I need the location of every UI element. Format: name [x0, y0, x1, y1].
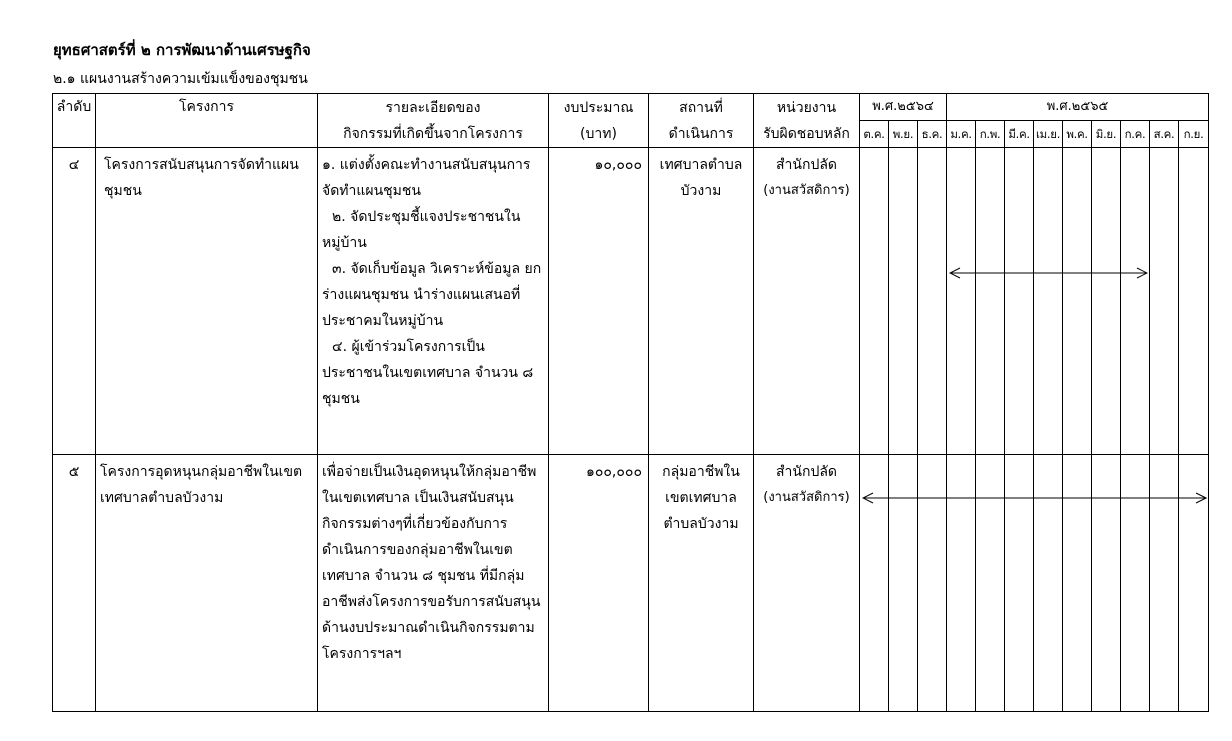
header-project: โครงการ [96, 94, 318, 148]
strategy-heading: ยุทธศาสตร์ที่ ๒ การพัฒนาด้านเศรษฐกิจ [53, 41, 311, 59]
header-budget-line1: งบประมาณ [563, 99, 634, 116]
month-header: พ.ย. [889, 121, 918, 148]
header-location [649, 94, 754, 148]
month-cell [1034, 455, 1063, 712]
header-agency-line2: รับผิดชอบหลัก [763, 125, 850, 142]
row-agency-cell [754, 148, 860, 455]
month-header: ต.ค. [860, 121, 889, 148]
header-agency-line1: หน่วยงาน [776, 99, 837, 116]
month-cell [1092, 455, 1121, 712]
row-agency-line1: สำนักปลัด [775, 157, 837, 173]
month-cell [1063, 455, 1092, 712]
header-year-2565: พ.ศ.๒๕๖๕ [947, 94, 1209, 121]
header-budget-line2: (บาท) [580, 125, 617, 142]
row-agency-cell [754, 455, 860, 712]
month-cell [1121, 148, 1150, 455]
month-cell [1063, 148, 1092, 455]
month-header: ก.พ. [976, 121, 1005, 148]
header-details [318, 94, 549, 148]
month-header: เม.ย. [1034, 121, 1063, 148]
row-details-cell [318, 455, 549, 712]
row-project: โครงการสนับสนุนการจัดทำแผนชุมชน [104, 157, 299, 199]
month-cell [976, 455, 1005, 712]
month-header: มี.ค. [1005, 121, 1034, 148]
row-details-cell [318, 148, 549, 455]
row-location: เทศบาลตำบลบัวงาม [659, 157, 743, 199]
month-header: พ.ค. [1063, 121, 1092, 148]
table-row [53, 455, 1209, 712]
month-cell [976, 148, 1005, 455]
month-cell [1179, 455, 1209, 712]
row-location: กลุ่มอาชีพในเขตเทศบาลตำบลบัวงาม [662, 464, 740, 532]
row-agency-line2: (งานสวัสดิการ) [763, 490, 850, 505]
row-order-cell [53, 148, 96, 455]
row-agency-line2: (งานสวัสดิการ) [763, 183, 850, 198]
month-cell [918, 455, 947, 712]
month-header: ก.ค. [1121, 121, 1150, 148]
header-order: ลำดับ [53, 94, 96, 148]
row-agency-line1: สำนักปลัด [775, 464, 837, 480]
row-detail-item: เพื่อจ่ายเป็นเงินอุดหนุนให้กลุ่มอาชีพในเขตเทศบาล เป็นเงินสนับสนุนกิจกรรมต่างๆที่เกี่ยวข้องกับการดำเนินการของกลุ่มอาชีพในเขตเทศบาล จำนวน ๘ ชุมชน ที่มีกลุ่มอาชีพส่งโครงการขอรับการสนับสนุนด้านงบประมาณดำเนินกิจกรรมตามโครงการฯลฯ [322, 464, 541, 662]
row-location-cell [649, 148, 754, 455]
month-cell [1005, 148, 1034, 455]
header-location-line2: ดำเนินการ [668, 125, 734, 142]
project-plan-table [52, 93, 1209, 712]
row-order-cell [53, 455, 96, 712]
row-project: โครงการอุดหนุนกลุ่มอาชีพในเขตเทศบาลตำบลบัวงาม [100, 464, 303, 506]
month-cell [947, 455, 976, 712]
header-location-line1: สถานที่ [679, 99, 723, 116]
plan-subheading: ๒.๑ แผนงานสร้างความเข้มแข็งของชุมชน [53, 71, 308, 87]
month-cell [1179, 148, 1209, 455]
month-cell [1092, 148, 1121, 455]
month-cell [860, 148, 889, 455]
row-budget-cell [549, 455, 649, 712]
row-location-cell [649, 455, 754, 712]
row-budget: ๑๐๐,๐๐๐ [585, 464, 642, 480]
month-cell [1034, 148, 1063, 455]
month-cell [860, 455, 889, 712]
table-row [53, 148, 1209, 455]
month-cell [1150, 148, 1179, 455]
row-project-cell [96, 148, 318, 455]
row-order: ๕ [68, 464, 80, 480]
row-order: ๔ [68, 157, 80, 173]
header-agency [754, 94, 860, 148]
month-cell [1150, 455, 1179, 712]
row-budget-cell [549, 148, 649, 455]
month-cell [947, 148, 976, 455]
month-header: มิ.ย. [1092, 121, 1121, 148]
month-header: ส.ค. [1150, 121, 1179, 148]
row-detail-item: ๑. แต่งตั้งคณะทำงานสนับสนุนการจัดทำแผนชุมชน [322, 157, 531, 199]
row-budget: ๑๐,๐๐๐ [594, 157, 642, 173]
month-header: ม.ค. [947, 121, 976, 148]
header-year-2564: พ.ศ.๒๕๖๔ [860, 94, 947, 121]
month-cell [889, 455, 918, 712]
month-header: ธ.ค. [918, 121, 947, 148]
month-cell [1005, 455, 1034, 712]
month-header: ก.ย. [1179, 121, 1209, 148]
row-project-cell [96, 455, 318, 712]
row-detail-item: ๔. ผู้เข้าร่วมโครงการเป็นประชาชนในเขตเทศบาล จำนวน ๘ ชุมชน [322, 339, 534, 407]
month-cell [918, 148, 947, 455]
header-details-line1: รายละเอียดของ [385, 99, 481, 116]
header-budget [549, 94, 649, 148]
row-detail-item: ๒. จัดประชุมชี้แจงประชาชนในหมู่บ้าน [322, 209, 521, 251]
month-cell [889, 148, 918, 455]
row-detail-item: ๓. จัดเก็บข้อมูล วิเคราะห์ข้อมูล ยกร่างแผนชุมชน นำร่างแผนเสนอที่ประชาคมในหมู่บ้าน [322, 261, 542, 329]
header-details-line2: กิจกรรมที่เกิดขึ้นจากโครงการ [343, 125, 523, 142]
month-cell [1121, 455, 1150, 712]
